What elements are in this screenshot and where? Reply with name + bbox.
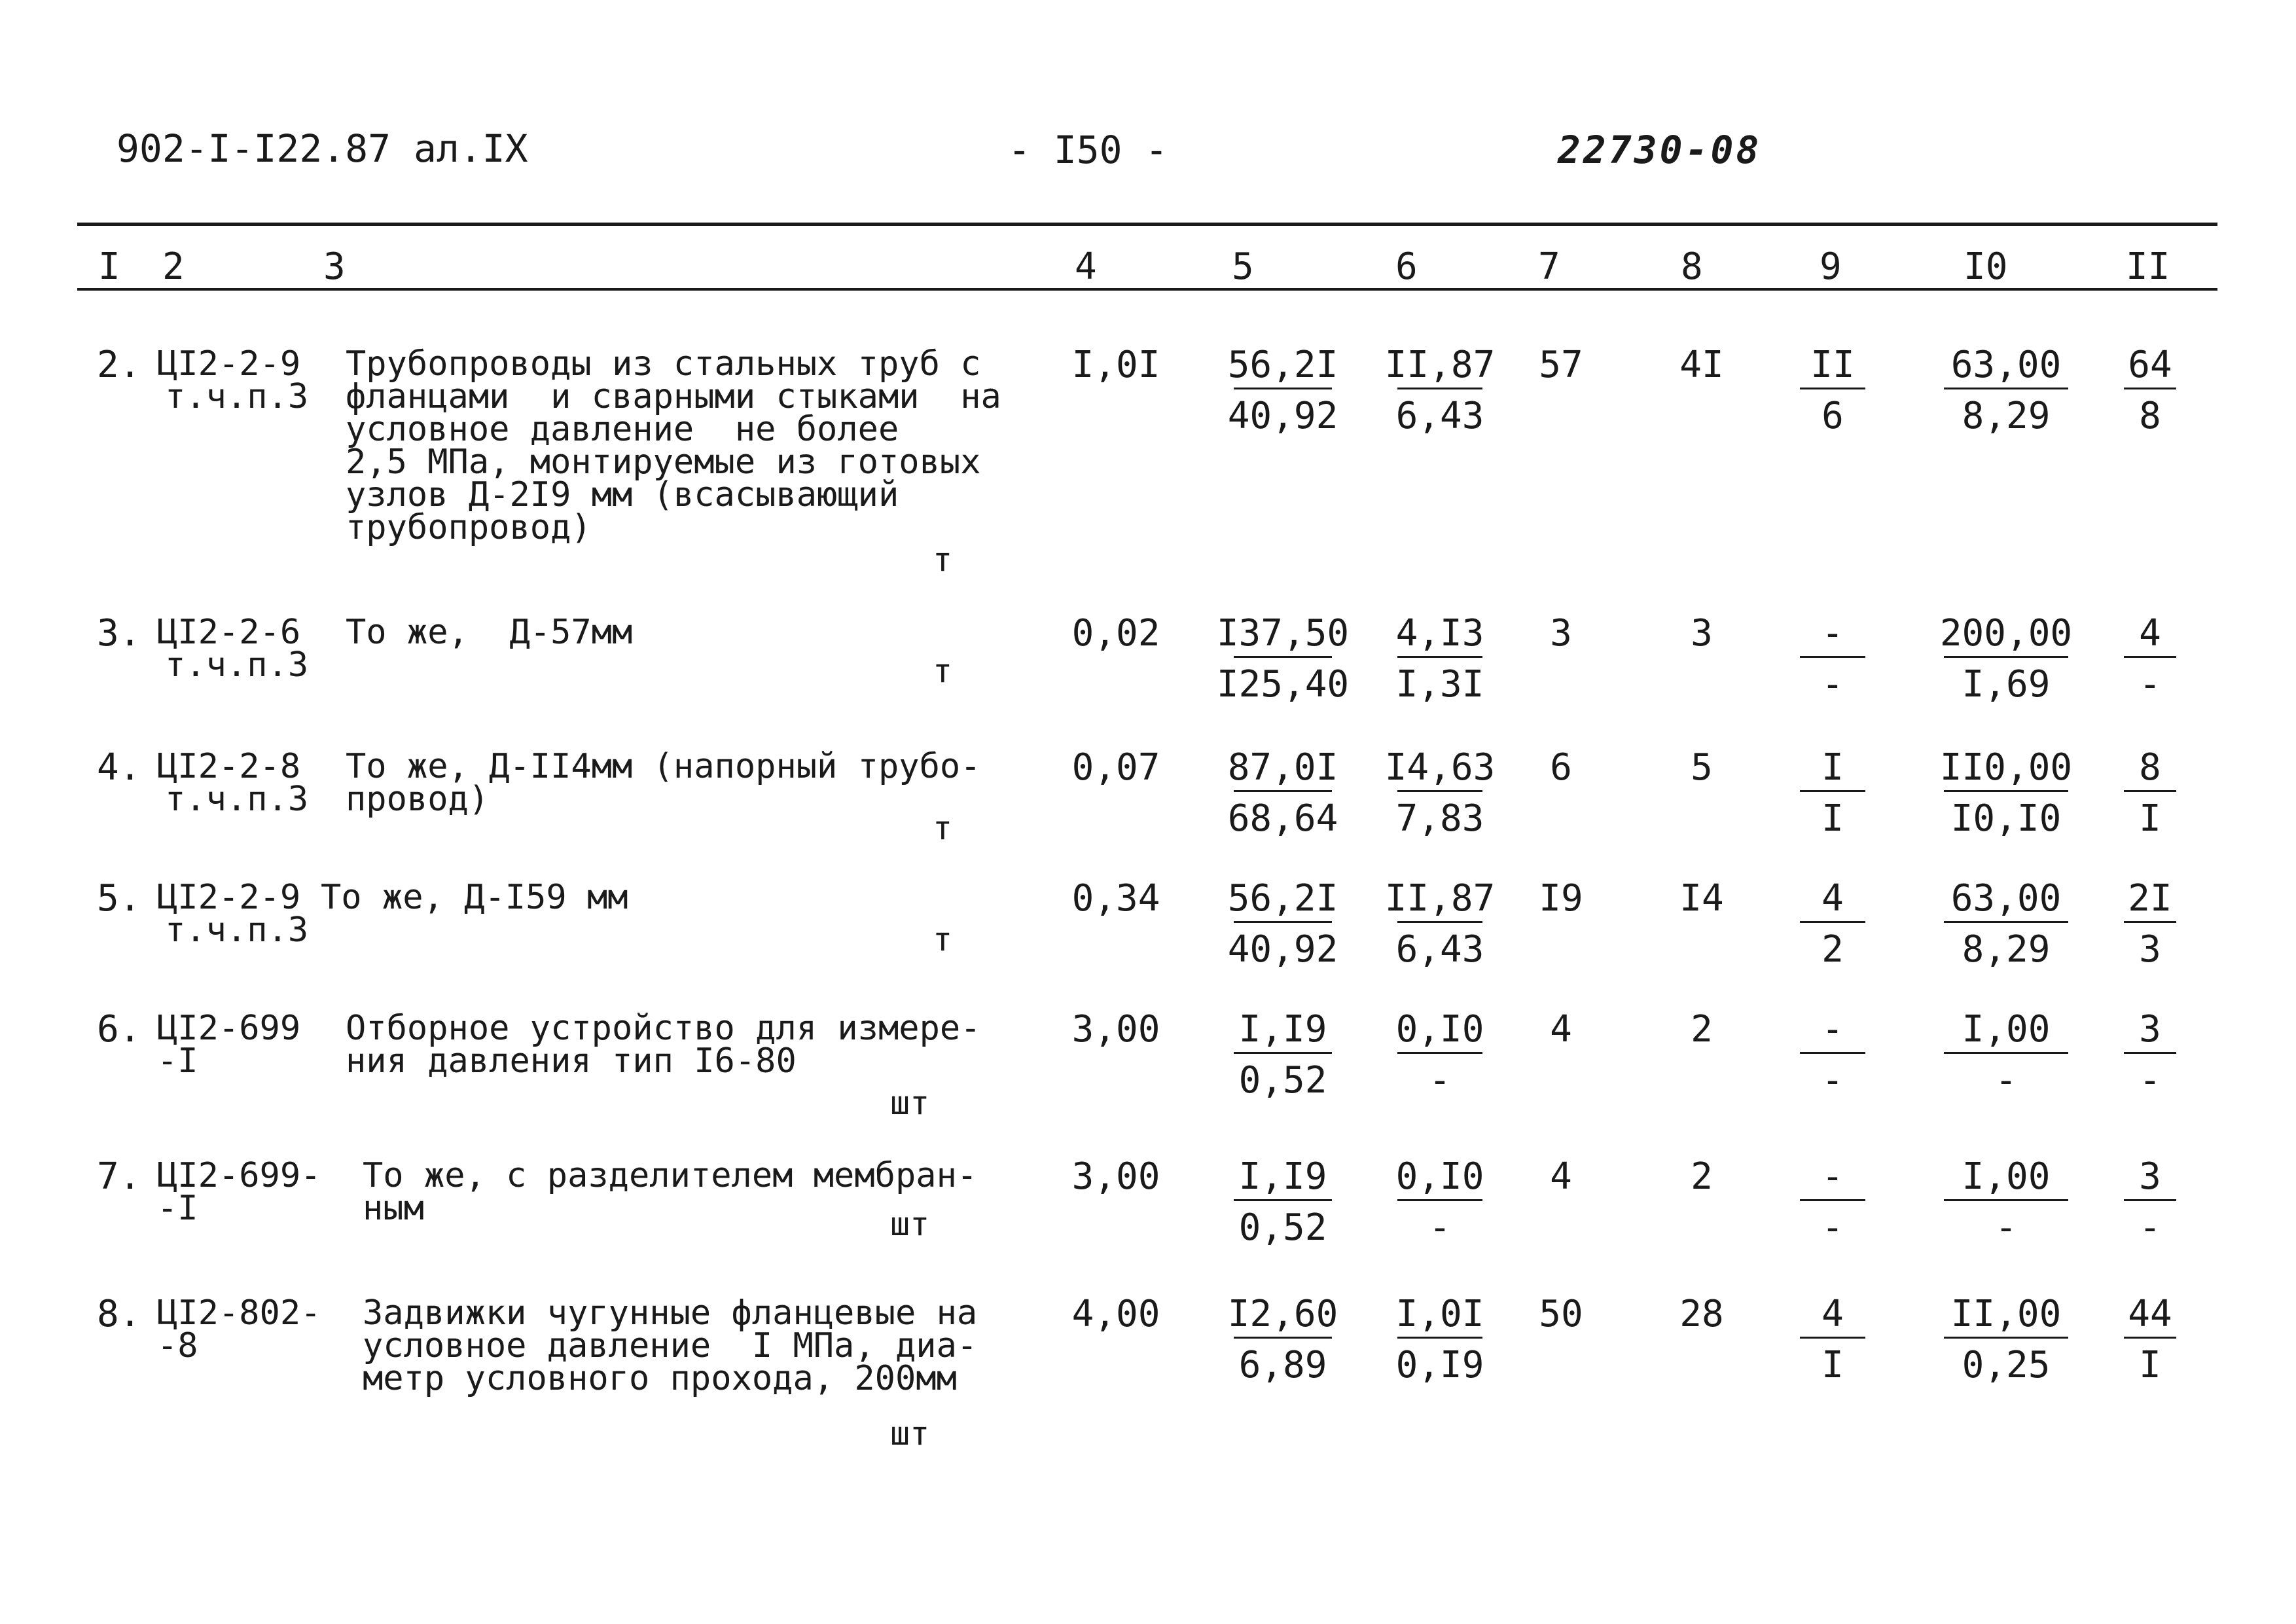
cell-c4: 3,00 [1071,1155,1160,1198]
cell-c10-denominator: 0,25 [1962,1344,2051,1386]
unit-of-measure: т [933,920,953,958]
cell-c11-denominator: I [2139,797,2161,840]
col-header-3: 3 [323,245,346,288]
cell-c5-fraction-line [1234,790,1332,792]
row-number: 3. [97,612,141,655]
cell-c7: 4 [1550,1008,1572,1051]
unit-of-measure: шт [890,1415,930,1453]
cell-c7: 3 [1550,612,1572,655]
cell-c10-denominator: 8,29 [1962,928,2051,971]
cell-c6-denominator: - [1429,1059,1451,1102]
cell-c11-numerator: 4 [2139,612,2161,655]
document-code: 902-I-I22.87 ал.IX [117,126,528,171]
unit-of-measure: шт [890,1205,930,1243]
cell-c10-numerator: II0,00 [1939,746,2073,789]
cell-c7: I9 [1539,877,1583,920]
description-line: То же, Д-II4мм (напорный трубо- [346,747,981,786]
cell-c4: 0,34 [1071,877,1160,920]
description-line: 2,5 МПа, монтируемые из готовых [346,442,981,482]
norm-code-suffix: т.ч.п.3 [165,911,309,950]
row-number: 6. [97,1008,141,1051]
cell-c9-numerator: 4 [1821,877,1844,920]
cell-c6-numerator: 0,I0 [1395,1008,1484,1051]
cell-c5-numerator: 56,2I [1227,344,1338,386]
cell-c7: 50 [1539,1293,1583,1335]
norm-code: ЦI2-699- [157,1156,321,1195]
description-line: То же, Д-57мм [346,613,633,652]
cell-c4: 0,02 [1071,612,1160,655]
cell-c6-fraction-line [1397,1337,1482,1339]
cell-c10-numerator: 63,00 [1950,877,2062,920]
description-line: условное давление не более [346,410,899,449]
cell-c5-fraction-line [1234,1199,1332,1201]
description-line: То же, Д-I59 мм [321,878,628,917]
cell-c9-denominator: - [1821,1059,1844,1102]
cell-c9-numerator: - [1821,1155,1844,1198]
row-number: 5. [97,877,141,920]
cell-c5-fraction-line [1234,388,1332,389]
cell-c9-denominator: 2 [1821,928,1844,971]
norm-code-suffix: т.ч.п.3 [165,645,309,685]
cell-c9-denominator: - [1821,663,1844,706]
cell-c5-denominator: I25,40 [1216,663,1350,706]
cell-c11-fraction-line [2124,921,2176,923]
cell-c10-fraction-line [1944,388,2068,389]
cell-c6-fraction-line [1397,1052,1482,1054]
cell-c4: 4,00 [1071,1293,1160,1335]
cell-c11-numerator: 64 [2128,344,2172,386]
cell-c11-fraction-line [2124,656,2176,658]
cell-c11-denominator: - [2139,1059,2161,1102]
cell-c11-numerator: 2I [2128,877,2172,920]
cell-c10-denominator: - [1995,1206,2017,1249]
cell-c9-numerator: I [1821,746,1844,789]
cell-c9-fraction-line [1800,1199,1865,1201]
col-header-2: 2 [162,245,185,288]
page-number: - I50 - [1008,128,1168,172]
cell-c10-numerator: II,00 [1950,1293,2062,1335]
cell-c5-numerator: 56,2I [1227,877,1338,920]
cell-c6-fraction-line [1397,388,1482,389]
col-header-10: I0 [1964,245,2008,288]
description-line: трубопровод) [346,508,592,547]
cell-c11-denominator: 3 [2139,928,2161,971]
col-header-5: 5 [1232,245,1254,288]
cell-c5-denominator: 6,89 [1238,1344,1327,1386]
cell-c11-denominator: - [2139,1206,2161,1249]
cell-c6-fraction-line [1397,921,1482,923]
description-line: Трубопроводы из стальных труб с [346,344,981,384]
cell-c5-numerator: I,I9 [1238,1008,1327,1051]
cell-c5-numerator: I37,50 [1216,612,1350,655]
cell-c5-denominator: 40,92 [1227,928,1338,971]
col-header-4: 4 [1075,245,1097,288]
cell-c7: 6 [1550,746,1572,789]
cell-c9-denominator: I [1821,1344,1844,1386]
description-line: Отборное устройство для измере- [346,1009,981,1048]
description-line: То же, с разделителем мембран- [363,1156,978,1195]
cell-c5-denominator: 40,92 [1227,395,1338,437]
cell-c5-denominator: 0,52 [1238,1059,1327,1102]
cell-c11-numerator: 3 [2139,1155,2161,1198]
cell-c5-denominator: 0,52 [1238,1206,1327,1249]
cell-c6-fraction-line [1397,656,1482,658]
cell-c7: 4 [1550,1155,1572,1198]
unit-of-measure: т [933,652,953,690]
cell-c6-denominator: - [1429,1206,1451,1249]
cell-c8: 4I [1679,344,1724,386]
cell-c9-denominator: 6 [1821,395,1844,437]
col-header-11: II [2126,245,2170,288]
cell-c6-numerator: II,87 [1384,344,1496,386]
cell-c10-denominator: I0,I0 [1950,797,2062,840]
description-line: ным [363,1189,424,1228]
cell-c10-denominator: I,69 [1962,663,2051,706]
cell-c11-numerator: 8 [2139,746,2161,789]
row-number: 7. [97,1155,141,1198]
cell-c6-numerator: 0,I0 [1395,1155,1484,1198]
cell-c10-denominator: 8,29 [1962,395,2051,437]
cell-c9-numerator: II [1810,344,1855,386]
cell-c10-fraction-line [1944,1337,2068,1339]
description-line: провод) [346,780,490,819]
cell-c8: 2 [1691,1008,1713,1051]
cell-c10-fraction-line [1944,1052,2068,1054]
cell-c5-denominator: 68,64 [1227,797,1338,840]
unit-of-measure: шт [890,1084,930,1122]
col-header-8: 8 [1681,245,1703,288]
cell-c9-denominator: I [1821,797,1844,840]
cell-c10-fraction-line [1944,656,2068,658]
cell-c11-fraction-line [2124,1337,2176,1339]
cell-c11-fraction-line [2124,1052,2176,1054]
unit-of-measure: т [933,809,953,847]
row-number: 2. [97,344,141,386]
description-line: ния давления тип I6-80 [346,1041,797,1081]
cell-c6-denominator: 7,83 [1395,797,1484,840]
cell-c11-denominator: - [2139,663,2161,706]
cell-c9-fraction-line [1800,790,1865,792]
cell-c9-fraction-line [1800,388,1865,389]
description-line: Задвижки чугунные фланцевые на [363,1293,978,1333]
norm-code: ЦI2-2-9 [157,878,301,917]
cell-c4: I,0I [1071,344,1160,386]
cell-c4: 0,07 [1071,746,1160,789]
cell-c6-numerator: II,87 [1384,877,1496,920]
cell-c5-fraction-line [1234,1337,1332,1339]
cell-c10-numerator: I,00 [1962,1008,2051,1051]
table-top-rule [77,223,2217,226]
cell-c6-denominator: 6,43 [1395,928,1484,971]
cell-c6-denominator: 6,43 [1395,395,1484,437]
cell-c9-denominator: - [1821,1206,1844,1249]
cell-c8: 28 [1679,1293,1724,1335]
description-line: условное давление I МПа, диа- [363,1326,978,1365]
col-header-7: 7 [1538,245,1560,288]
norm-code: ЦI2-2-8 [157,747,301,786]
cell-c10-numerator: 200,00 [1939,612,2073,655]
norm-code: ЦI2-2-6 [157,613,301,652]
norm-code-suffix: -I [157,1041,198,1081]
description-line: фланцами и сварными стыками на [346,377,1001,416]
cell-c6-numerator: 4,I3 [1395,612,1484,655]
cell-c8: I4 [1679,877,1724,920]
norm-code-suffix: -I [157,1189,198,1228]
cell-c6-fraction-line [1397,790,1482,792]
cell-c9-numerator: 4 [1821,1293,1844,1335]
row-number: 4. [97,746,141,789]
cell-c8: 5 [1691,746,1713,789]
cell-c6-fraction-line [1397,1199,1482,1201]
norm-code-suffix: -8 [157,1326,198,1365]
cell-c9-numerator: - [1821,612,1844,655]
cell-c5-numerator: I2,60 [1227,1293,1338,1335]
col-header-1: I [98,245,120,288]
cell-c7: 57 [1539,344,1583,386]
col-header-6: 6 [1395,245,1418,288]
cell-c6-denominator: I,3I [1395,663,1484,706]
cell-c9-fraction-line [1800,921,1865,923]
cell-c5-fraction-line [1234,656,1332,658]
cell-c10-fraction-line [1944,921,2068,923]
cell-c11-fraction-line [2124,388,2176,389]
cell-c11-denominator: I [2139,1344,2161,1386]
cell-c4: 3,00 [1071,1008,1160,1051]
norm-code: ЦI2-802- [157,1293,321,1333]
cell-c6-numerator: I,0I [1395,1293,1484,1335]
cell-c6-denominator: 0,I9 [1395,1344,1484,1386]
cell-c10-fraction-line [1944,1199,2068,1201]
unit-of-measure: т [933,541,953,579]
cell-c11-numerator: 3 [2139,1008,2161,1051]
cell-c9-fraction-line [1800,1052,1865,1054]
col-header-9: 9 [1820,245,1842,288]
archive-number: 22730-08 [1558,128,1762,172]
cell-c9-fraction-line [1800,1337,1865,1339]
cell-c11-fraction-line [2124,790,2176,792]
norm-code: ЦI2-2-9 [157,344,301,384]
cell-c8: 2 [1691,1155,1713,1198]
cell-c6-numerator: I4,63 [1384,746,1496,789]
cell-c10-denominator: - [1995,1059,2017,1102]
cell-c10-numerator: I,00 [1962,1155,2051,1198]
norm-code-suffix: т.ч.п.3 [165,377,309,416]
cell-c10-numerator: 63,00 [1950,344,2062,386]
description-line: узлов Д-2I9 мм (всасывающий [346,475,899,514]
cell-c11-denominator: 8 [2139,395,2161,437]
cell-c11-numerator: 44 [2128,1293,2172,1335]
cell-c5-numerator: I,I9 [1238,1155,1327,1198]
cell-c5-fraction-line [1234,1052,1332,1054]
description-line: метр условного прохода, 200мм [363,1359,957,1398]
norm-code: ЦI2-699 [157,1009,301,1048]
row-number: 8. [97,1293,141,1335]
table-header-rule [77,288,2217,291]
cell-c11-fraction-line [2124,1199,2176,1201]
cell-c9-fraction-line [1800,656,1865,658]
cell-c8: 3 [1691,612,1713,655]
cell-c9-numerator: - [1821,1008,1844,1051]
cell-c5-fraction-line [1234,921,1332,923]
cell-c10-fraction-line [1944,790,2068,792]
cell-c5-numerator: 87,0I [1227,746,1338,789]
norm-code-suffix: т.ч.п.3 [165,780,309,819]
